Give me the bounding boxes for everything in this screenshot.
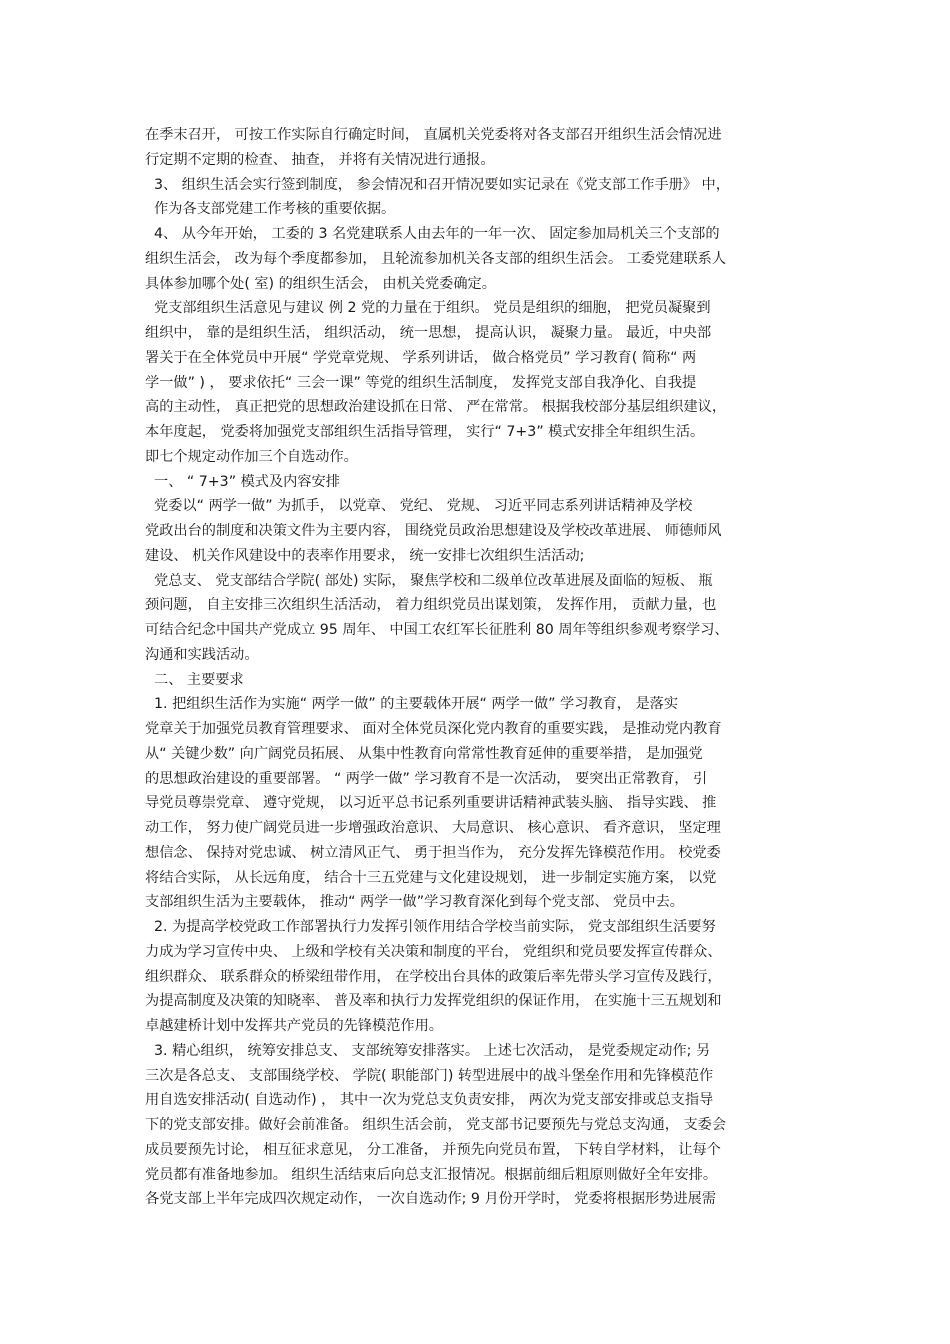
text-line: 行定期不定期的检查、 抽查， 并将有关情况进行通报。 [145, 151, 495, 168]
text-line: 本年度起， 党委将加强党支部组织生活指导管理， 实行“ 7+3” 模式安排全年组织生活。 [145, 424, 705, 440]
text-line: 即七个规定动作加三个自选动作。 [145, 448, 358, 465]
text-line: 学一做” ) ， 要求依托“ 三会一课” 等党的组织生活制度， 发挥党支部自我净化、自我提 [145, 374, 697, 391]
text-line: 组织生活会， 改为每个季度都参加， 且轮流参加机关各支部的组织生活会。 工委党建联系人 [145, 250, 727, 267]
text-line: 可结合纪念中国共产党成立 95 周年、 中国工农红军长征胜利 80 周年等组织参观考察学习、 [145, 622, 729, 638]
text-line: 用自选安排活动( 自选动作) ， 其中一次为党总支负责安排， 两次为党支部安排或总支指导 [145, 1092, 714, 1109]
text-line: 一、 “ 7+3” 模式及内容安排 [145, 473, 340, 490]
text-line: 具体参加哪个处( 室) 的组织生活会， 由机关党委确定。 [145, 275, 496, 292]
text-line: 的思想政治建设的重要部署。 “ 两学一做” 学习教育不是一次活动， 要突出正常教育， 引 [145, 770, 708, 787]
text-line: 在季末召开， 可按工作实际自行确定时间， 直属机关党委将对各支部召开组织生活会情况进 [145, 127, 722, 143]
text-line: 党章关于加强党员教育管理要求、 面对全体党员深化党内教育的重要实践， 是推动党内教育 [145, 721, 722, 737]
text-line: 署关于在全体党员中开展“ 学党章党规、 学系列讲话， 做合格党员” 学习教育( 简称“ 两 [145, 349, 697, 366]
text-line: 高的主动性， 真正把党的思想政治建设抓在日常、 严在常常。 根据我校部分基层组织建议， [145, 399, 727, 416]
text-line: 三次是各总支、 支部围绕学校、 学院( 职能部门) 转型进展中的战斗堡垒作用和先锋模范作 [145, 1067, 714, 1084]
text-line: 党政出台的制度和决策文件为主要内容， 围绕党员政治思想建设及学校改革进展、 师德师风 [145, 523, 722, 539]
text-line: 支部组织生活为主要载体， 推动“ 两学一做”学习教育深化到每个党支部、 党员中去。 [145, 894, 684, 911]
text-line: 4、 从今年开始， 工委的 3 名党建联系人由去年的一年一次、 固定参加局机关三个支部的 [145, 226, 720, 242]
text-line: 建设、 机关作风建设中的表率作用要求， 统一安排七次组织生活活动; [145, 547, 585, 564]
text-line: 二、 主要要求 [145, 671, 244, 688]
text-line: 党总支、 党支部结合学院( 部处) 实际， 聚焦学校和二级单位改革进展及面临的短板、 瓶 [145, 572, 713, 589]
text-line: 组织群众、 联系群众的桥梁纽带作用， 在学校出台具体的政策后率先带头学习宣传及践行， [145, 968, 722, 985]
text-line: 党支部组织生活意见与建议 例 2 党的力量在于组织。 党员是组织的细胞， 把党员凝聚到 [145, 300, 711, 317]
text-line: 从“ 关键少数” 向广阔党员拓展、 从集中性教育向常常性教育延伸的重要举措， 是加强党 [145, 745, 703, 762]
text-line: 为提高制度及决策的知晓率、 普及率和执行力发挥党组织的保证作用， 在实施十三五规划和 [145, 993, 722, 1010]
text-line: 1. 把组织生活作为实施“ 两学一做” 的主要载体开展“ 两学一做” 学习教育， 是落实 [145, 696, 679, 713]
text-line: 力成为学习宣传中央、 上级和学校有关决策和制度的平台， 党组织和党员要发挥宣传群众、 [145, 943, 722, 960]
text-line: 下的党支部安排。做好会前准备。 组织生活会前， 党支部书记要预先与党总支沟通， 支委会 [145, 1117, 727, 1133]
text-line: 成员要预先讨论， 相互征求意见， 分工准备， 并预先向党员布置， 下转自学材料， 让每个 [145, 1141, 721, 1158]
text-line: 导党员尊崇党章、 遵守党规， 以习近平总书记系列重要讲话精神武装头脑、 指导实践、 推 [145, 795, 717, 812]
document-body [145, 123, 805, 1212]
text-line: 想信念、 保持对党忠诚、 树立清风正气、 勇于担当作为， 充分发挥先锋模范作用。 校党委 [145, 844, 721, 861]
text-line: 作为各支部党建工作考核的重要依据。 [145, 201, 396, 218]
text-line: 沟通和实践活动。 [145, 646, 259, 663]
text-line: 3、 组织生活会实行签到制度， 参会情况和召开情况要如实记录在《党支部工作手册》 中， [145, 176, 730, 193]
text-line: 颈问题， 自主安排三次组织生活活动， 着力组织党员出谋划策， 发挥作用， 贡献力量，也 [145, 597, 717, 614]
text-line: 将结合实际， 从长远角度， 结合十三五党建与文化建设规划， 进一步制定实施方案， 以党 [145, 869, 717, 886]
text-line: 组织中， 靠的是组织生活， 组织活动， 统一思想， 提高认识， 凝聚力量。 最近，中央部 [145, 325, 712, 341]
text-line: 卓越建桥计划中发挥共产党员的先锋模范作用。 [145, 1018, 443, 1034]
text-line: 3. 精心组织， 统筹安排总支、 支部统筹安排落实。 上述七次活动， 是党委规定动作; 另 [145, 1042, 711, 1059]
text-line: 2. 为提高学校党政工作部署执行力发挥引领作用结合学校当前实际， 党支部组织生活要努 [145, 919, 716, 935]
text-line: 党员都有准备地参加。 组织生活结束后向总支汇报情况。根据前细后粗原则做好全年安排。 [145, 1166, 718, 1183]
text-line: 各党支部上半年完成四次规定动作， 一次自选动作; 9 月份开学时， 党委将根据形势进展需 [145, 1191, 716, 1208]
text-line: 动工作， 努力使广阔党员进一步增强政治意识、 大局意识、 核心意识、 看齐意识， 坚定理 [145, 820, 721, 836]
text-line: 党委以“ 两学一做” 为抓手， 以党章、 党纪、 党规、 习近平同志系列讲话精神及学校 [145, 498, 693, 515]
